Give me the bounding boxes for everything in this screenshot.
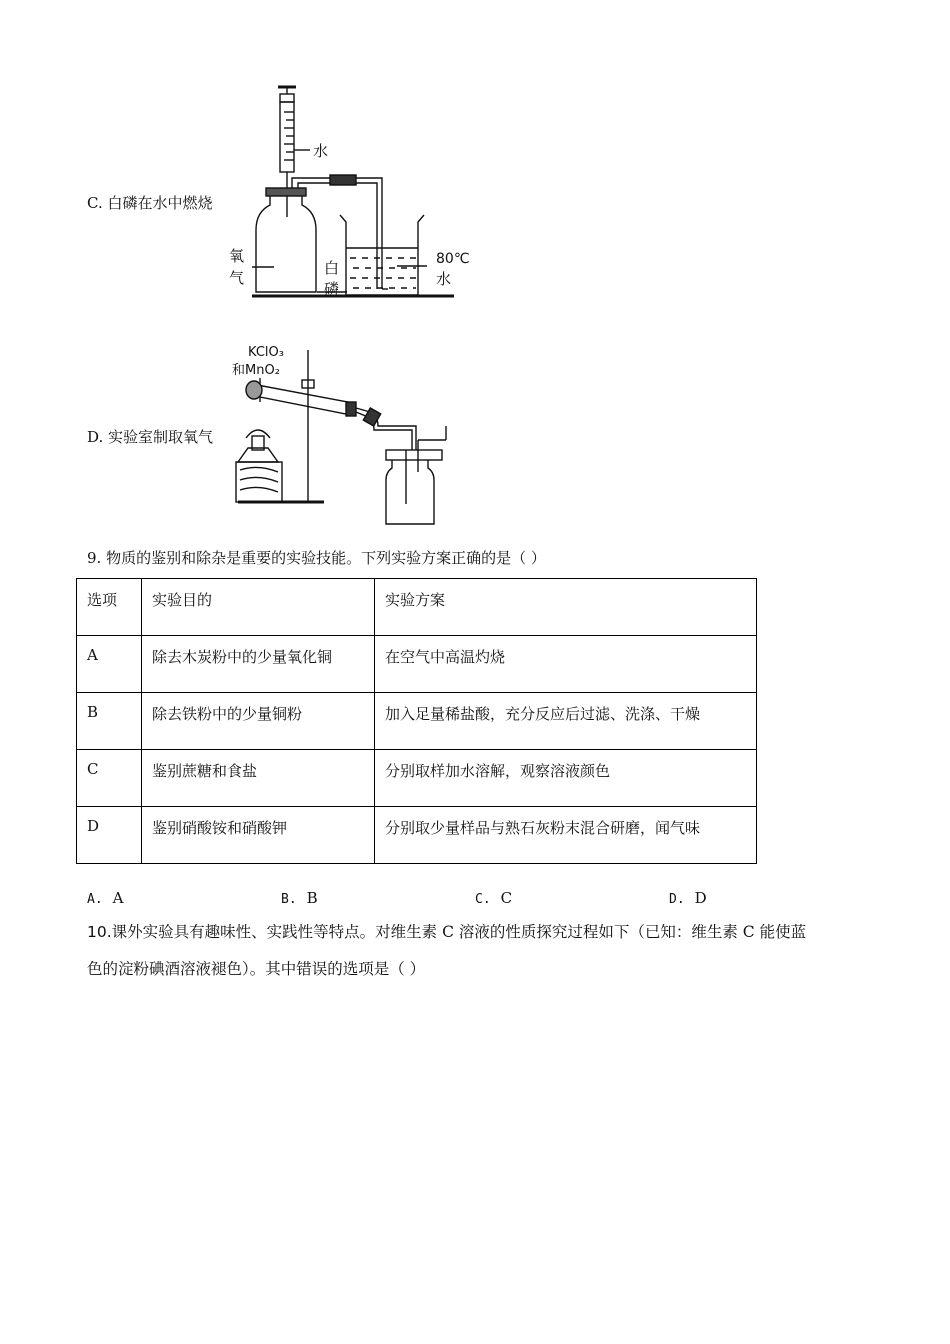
row-plan: 加入足量稀盐酸，充分反应后过滤、洗涤、干燥 xyxy=(375,693,757,750)
header-purpose: 实验目的 xyxy=(142,579,375,636)
water-label-right: 水 xyxy=(436,270,452,288)
row-purpose: 鉴别硝酸铵和硝酸钾 xyxy=(142,807,375,864)
water-label-top: 水 xyxy=(313,142,329,160)
choice-key: B. xyxy=(281,892,297,907)
temperature-label: 80℃ xyxy=(436,251,470,267)
row-plan: 在空气中高温灼烧 xyxy=(375,636,757,693)
choice-key: D. xyxy=(669,892,685,907)
option-d-label: D. 实验室制取氧气 xyxy=(87,428,214,446)
header-option: 选项 xyxy=(77,579,142,636)
reagent-label-2: 和MnO₂ xyxy=(232,363,280,378)
reagent-label-1: KClO₃ xyxy=(248,345,284,360)
choice-text: C xyxy=(500,889,513,907)
q9-table xyxy=(76,578,757,864)
choice-b[interactable] xyxy=(281,888,318,910)
row-option: B xyxy=(77,693,142,750)
choice-key: A. xyxy=(87,892,103,907)
table-row xyxy=(77,750,757,807)
choice-text: A xyxy=(112,889,124,907)
phosphorus-combustion-figure xyxy=(222,82,477,304)
row-plan: 分别取少量样品与熟石灰粉末混合研磨，闻气味 xyxy=(375,807,757,864)
row-purpose: 除去铁粉中的少量铜粉 xyxy=(142,693,375,750)
q10-line-1 xyxy=(87,922,867,942)
row-purpose: 除去木炭粉中的少量氧化铜 xyxy=(142,636,375,693)
table-row xyxy=(77,636,757,693)
choice-key: C. xyxy=(475,892,491,907)
choice-c[interactable] xyxy=(475,888,512,910)
oxygen-label-2: 气 xyxy=(229,269,245,287)
table-header-row xyxy=(77,579,757,636)
choice-text: B xyxy=(306,889,318,907)
table-row xyxy=(77,807,757,864)
q10-line-2: 色的淀粉碘酒溶液褪色）。其中错误的选项是（ ） xyxy=(87,960,426,978)
row-plan: 分别取样加水溶解，观察溶液颜色 xyxy=(375,750,757,807)
q9-stem: 9. 物质的鉴别和除杂是重要的实验技能。下列实验方案正确的是（ ） xyxy=(87,549,546,567)
choice-a[interactable] xyxy=(87,888,124,910)
header-plan: 实验方案 xyxy=(375,579,757,636)
phosphorus-label-1: 白 xyxy=(324,259,340,277)
q10-text-1: 课外实验具有趣味性、实践性等特点。对维生素 C 溶液的性质探究过程如下（已知：维生素 C 能使蓝 xyxy=(111,923,807,941)
oxygen-preparation-figure xyxy=(228,340,450,528)
row-option: C xyxy=(77,750,142,807)
choice-text: D xyxy=(694,889,707,907)
phosphorus-label-2: 磷 xyxy=(324,280,340,298)
table-row xyxy=(77,693,757,750)
option-c-label: C. 白磷在水中燃烧 xyxy=(87,194,213,212)
oxygen-label-1: 氧 xyxy=(229,247,245,265)
q10-number: 10. xyxy=(87,923,112,941)
choice-d[interactable] xyxy=(669,888,707,910)
row-purpose: 鉴别蔗糖和食盐 xyxy=(142,750,375,807)
row-option: A xyxy=(77,636,142,693)
row-option: D xyxy=(77,807,142,864)
